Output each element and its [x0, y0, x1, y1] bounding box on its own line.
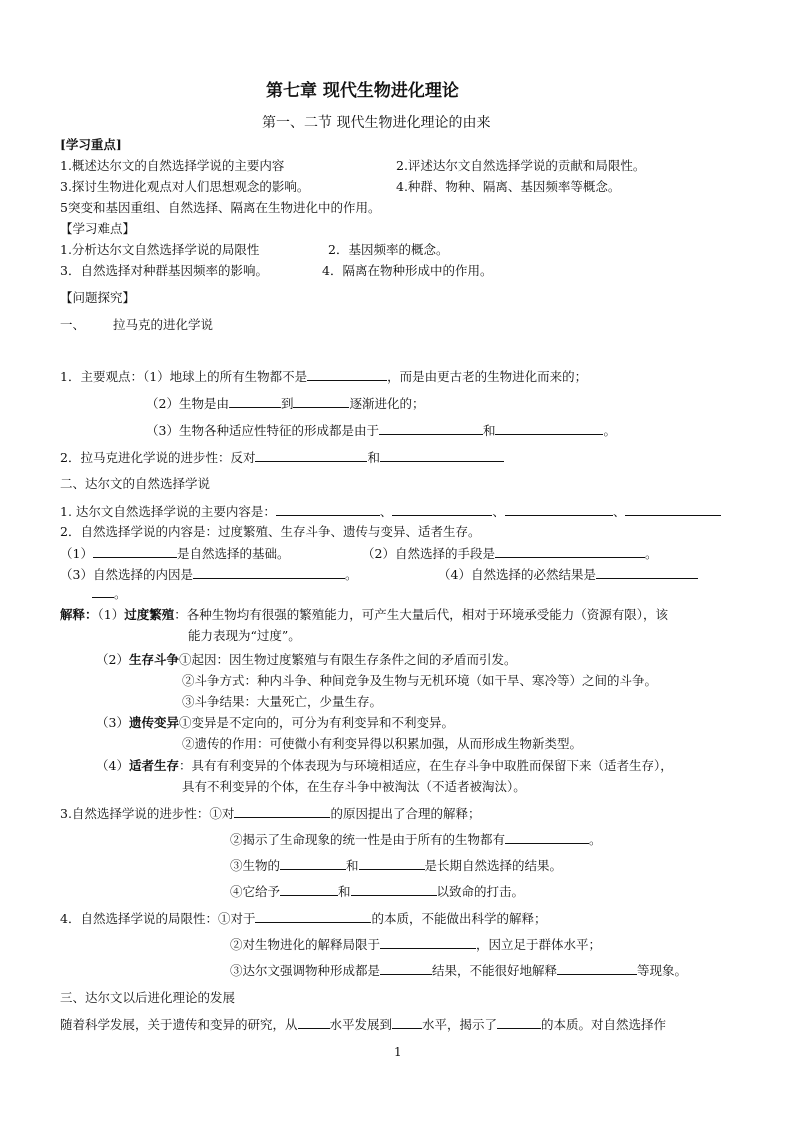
darwin-means: （2）自然选择的手段是 。: [362, 546, 658, 561]
explanation-4: （4）适者生存：具有有利变异的个体表现为与环境相适应，在生存斗争中取胜而保留下来（适者生存），: [96, 758, 673, 773]
difficulty-item: 2．基因频率的概念。: [328, 242, 449, 257]
fill-blank[interactable]: [280, 856, 346, 870]
darwin-content-list: 2．自然选择学说的内容是：过度繁殖、生存斗争、遗传与变异、适者生存。: [60, 524, 481, 539]
fill-blank[interactable]: [380, 448, 504, 462]
fill-blank[interactable]: [229, 394, 281, 408]
darwin-limit-2: ②对生物进化的解释局限于 ，因立足于群体水平；: [230, 937, 602, 952]
fill-blank[interactable]: [380, 935, 476, 949]
section1-heading: 拉马克的进化学说: [113, 317, 214, 332]
focus-item: 3.探讨生物进化观点对人们思想观念的影响。: [60, 179, 310, 194]
fill-blank[interactable]: [359, 856, 425, 870]
fill-blank[interactable]: [193, 565, 345, 579]
focus-item: 5突变和基因重组、自然选择、隔离在生物进化中的作用。: [60, 200, 381, 215]
fill-blank[interactable]: [596, 565, 698, 579]
section1-number: 一、: [60, 317, 86, 332]
focus-item: 1.概述达尔文的自然选择学说的主要内容: [60, 158, 285, 173]
darwin-main-content: 1. 达尔文自然选择学说的主要内容是： 、 、 、: [60, 502, 721, 521]
fill-blank[interactable]: [505, 502, 613, 516]
difficulty-heading: 【学习难点】: [60, 221, 136, 236]
explanation-1: 解释：（1）过度繁殖：各种生物均有很强的繁殖能力，可产生大量后代，相对于环境承受能力（资源有限），该: [60, 607, 668, 622]
darwin-progress-2: ②揭示了生命现象的统一性是由于所有的生物都有 。: [230, 832, 602, 847]
fill-blank[interactable]: [298, 1015, 330, 1029]
explanation-3: （3）遗传变异①变异是不定向的，可分为有利变异和不利变异。: [96, 715, 454, 730]
fill-blank[interactable]: [625, 502, 721, 516]
fill-blank[interactable]: [255, 909, 371, 923]
fill-blank[interactable]: [495, 421, 603, 435]
fill-blank[interactable]: [380, 961, 432, 975]
darwin-result: （4）自然选择的必然结果是: [438, 565, 698, 584]
difficulty-item: 1.分析达尔文自然选择学说的局限性: [60, 242, 260, 257]
lamarck-view-3: （3）生物各种适应性特征的形成都是由于 和 。: [146, 423, 616, 438]
lamarck-view-2: （2）生物是由 到 逐渐进化的；: [146, 396, 425, 411]
page-subtitle: 第一、二节 现代生物进化理论的由来: [262, 115, 491, 131]
explanation-1-cont: 能力表现为“过度”。: [188, 628, 301, 643]
section2-heading: 二、达尔文的自然选择学说: [60, 476, 211, 491]
darwin-progress-3: ③生物的 和 是长期自然选择的结果。: [230, 858, 563, 873]
fill-blank[interactable]: [276, 502, 380, 516]
fill-blank[interactable]: [234, 804, 330, 818]
fill-blank[interactable]: [392, 1015, 422, 1029]
fill-blank[interactable]: [307, 367, 387, 381]
darwin-limit-1: 4．自然选择学说的局限性：①对于 的本质，不能做出科学的解释；: [60, 911, 547, 926]
section3-heading: 三、达尔文以后进化理论的发展: [60, 990, 236, 1005]
focus-heading: [学习重点]: [60, 137, 122, 152]
explanation-2: （2）生存斗争①起因：因生物过度繁殖与有限生存条件之间的矛盾而引发。: [96, 652, 517, 667]
darwin-result-end: 。: [92, 584, 127, 603]
fill-blank[interactable]: [351, 882, 437, 896]
darwin-inner-cause: （3）自然选择的内因是 。: [60, 567, 358, 582]
fill-blank[interactable]: [392, 502, 492, 516]
fill-blank[interactable]: [379, 421, 483, 435]
page-title: 第七章 现代生物进化理论: [266, 81, 459, 101]
fill-blank[interactable]: [280, 882, 338, 896]
darwin-progress-1: 3.自然选择学说的进步性：①对 的原因提出了合理的解释；: [60, 806, 481, 821]
difficulty-item: 4．隔离在物种形成中的作用。: [322, 263, 493, 278]
explanation-2-way: ②斗争方式：种内斗争、种间竞争及生物与无机环境（如干旱、寒冷等）之间的斗争。: [182, 673, 658, 688]
darwin-limit-3: ③达尔文强调物种形成都是 结果，不能很好地解释 等现象。: [230, 963, 688, 978]
explanation-2-result: ③斗争结果：大量死亡，少量生存。: [182, 694, 383, 709]
fill-blank[interactable]: [497, 1015, 541, 1029]
focus-item: 4.种群、物种、隔离、基因频率等概念。: [396, 179, 621, 194]
fill-blank[interactable]: [255, 448, 367, 462]
fill-blank[interactable]: [93, 544, 177, 558]
fill-blank[interactable]: [495, 544, 645, 558]
fill-blank[interactable]: [293, 394, 349, 408]
section3-text: 随着科学发展，关于遗传和变异的研究，从 水平发展到 水平，揭示了 的本质。对自然选择作: [60, 1017, 667, 1032]
page-number: 1: [394, 1045, 402, 1059]
explanation-4-cont: 具有不利变异的个体，在生存斗争中被淘汰（不适者被淘汰）。: [182, 779, 526, 794]
explanation-3-heredity: ②遗传的作用：可使微小有利变异得以积累加强，从而形成生物新类型。: [182, 736, 583, 751]
difficulty-item: 3．自然选择对种群基因频率的影响。: [60, 263, 268, 278]
focus-item: 2.评述达尔文自然选择学说的贡献和局限性。: [396, 158, 646, 173]
fill-blank[interactable]: [557, 961, 637, 975]
darwin-basis: （1） 是自然选择的基础。: [60, 546, 290, 561]
lamarck-progress: 2．拉马克进化学说的进步性：反对 和: [60, 448, 504, 467]
fill-blank[interactable]: [92, 584, 114, 598]
darwin-progress-4: ④它给予 和 以致命的打击。: [230, 884, 525, 899]
fill-blank[interactable]: [505, 830, 589, 844]
lamarck-view-1: 1．主要观点：（1）地球上的所有生物都不是 ，而是由更古老的生物进化而来的；: [60, 369, 588, 384]
explore-heading: 【问题探究】: [60, 290, 136, 305]
